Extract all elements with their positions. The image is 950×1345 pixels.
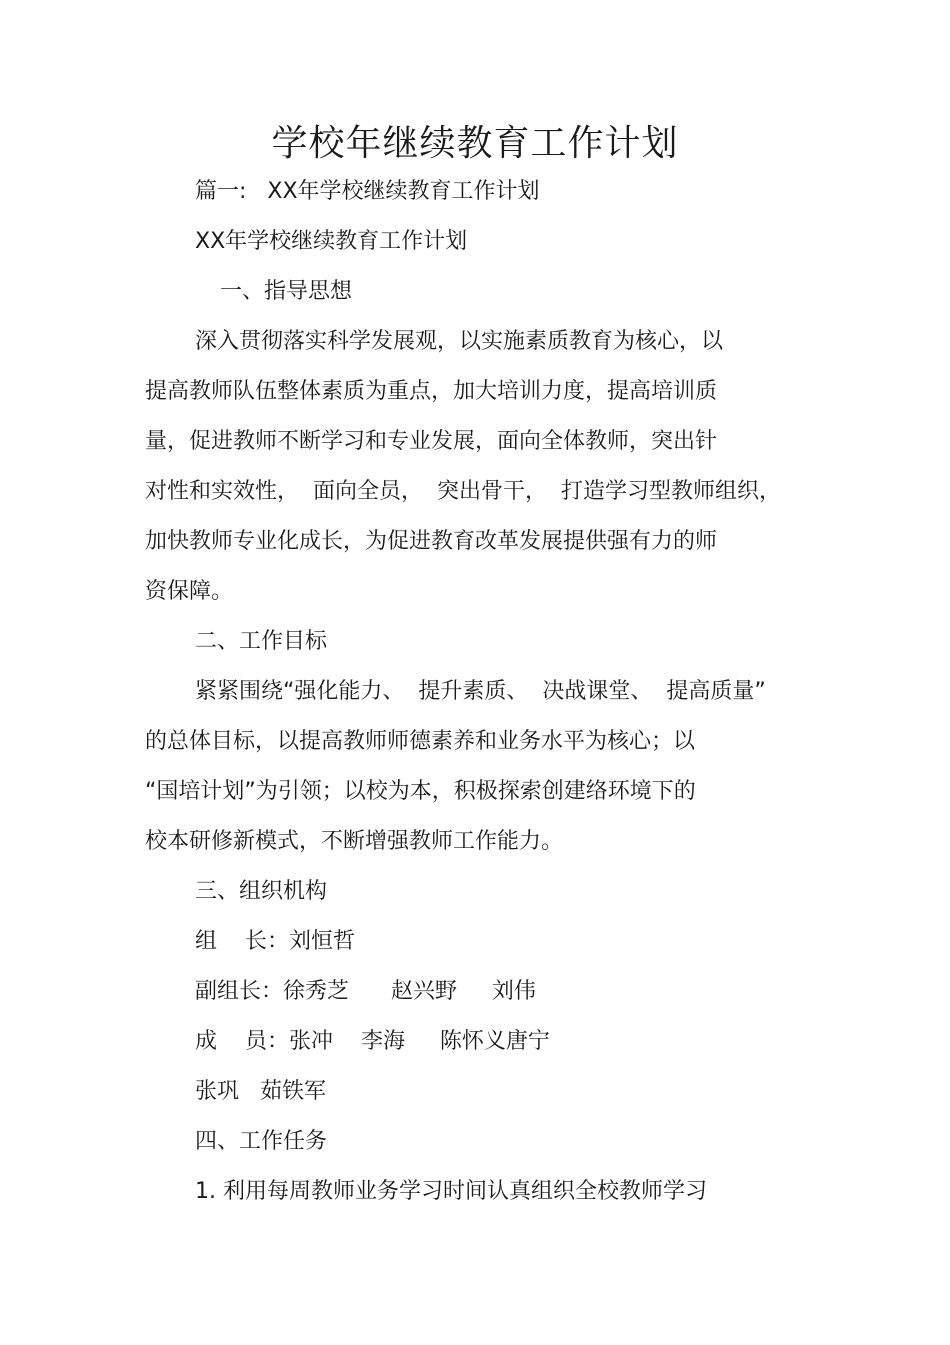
paragraph-line: “国培计划”为引领；以校为本，积极探索创建络环境下的 xyxy=(145,779,696,804)
subtitle-line: XX年学校继续教育工作计划 xyxy=(195,229,468,254)
document-title: 学校年继续教育工作计划 xyxy=(271,123,679,164)
heading-organization: 三、组织机构 xyxy=(195,879,328,904)
paragraph-line: 的总体目标，以提高教师师德素养和业务水平为核心；以 xyxy=(145,729,696,754)
section-heading-part-one: 篇一: XX年学校继续教育工作计划 xyxy=(195,179,540,204)
task-item: 1. 利用每周教师业务学习时间认真组织全校教师学习 xyxy=(195,1179,707,1204)
org-deputy-line: 副组长：徐秀芝 赵兴野 刘伟 xyxy=(195,979,536,1004)
paragraph-line: 对性和实效性， 面向全员， 突出骨干， 打造学习型教师组织， xyxy=(145,479,781,504)
paragraph-line: 加快教师专业化成长，为促进教育改革发展提供强有力的师 xyxy=(145,529,718,554)
paragraph-line: 紧紧围绕“强化能力、 提升素质、 决战课堂、 提高质量” xyxy=(195,679,766,704)
paragraph-line: 提高教师队伍整体素质为重点，加大培训力度，提高培训质 xyxy=(145,379,718,404)
org-leader-line: 组 长：刘恒哲 xyxy=(195,929,355,954)
heading-work-tasks: 四、工作任务 xyxy=(195,1129,328,1154)
heading-guiding-thought: 一、指导思想 xyxy=(220,279,353,304)
heading-work-goals: 二、工作目标 xyxy=(195,629,328,654)
paragraph-line: 量，促进教师不断学习和专业发展，面向全体教师，突出针 xyxy=(145,429,718,454)
paragraph-line: 深入贯彻落实科学发展观，以实施素质教育为核心，以 xyxy=(195,329,724,354)
paragraph-line: 校本研修新模式，不断增强教师工作能力。 xyxy=(145,829,564,854)
org-members-line: 张巩 茹铁军 xyxy=(195,1079,326,1104)
org-members-line: 成 员：张冲 李海 陈怀义唐宁 xyxy=(195,1029,550,1054)
paragraph-line: 资保障。 xyxy=(145,579,234,604)
